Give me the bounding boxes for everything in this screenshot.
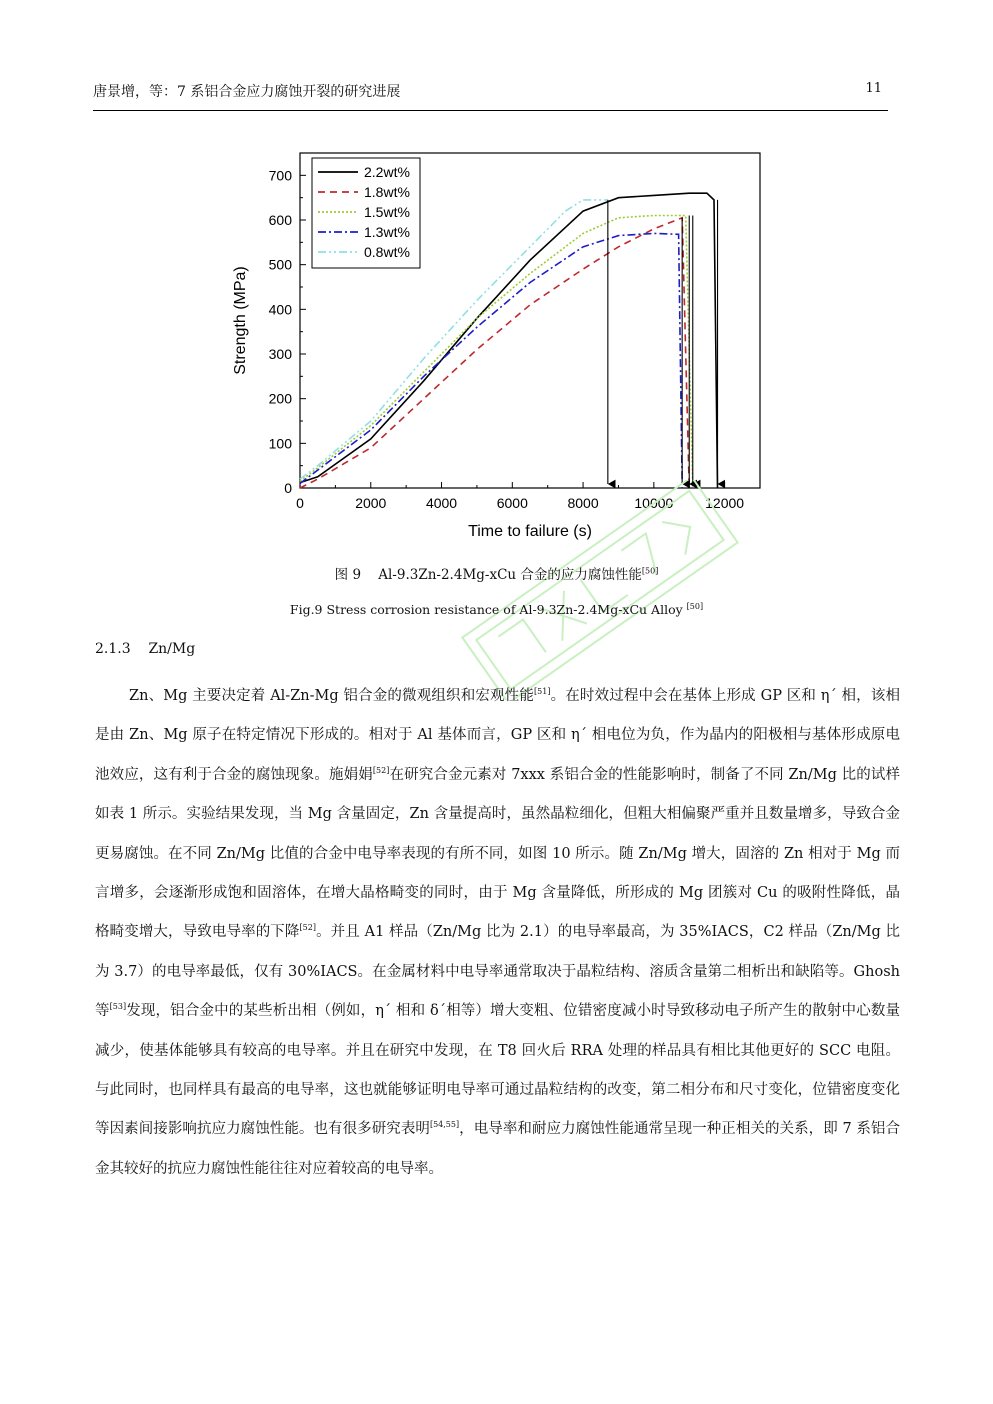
para-part: 。在时效过程中会在基体上形成 GP 区和 η´ 相，该相是由 Zn、Mg 原子在特定情况下形成的。相对于 Al 基体而言，GP 区和 η´ 相电位为负，作为晶内的阳极相与基体形成原电池效应，这有利于合金的腐蚀现象。施娟娟: [95, 688, 900, 783]
running-title: 唐景增，等：7 系铝合金应力腐蚀开裂的研究进展: [93, 84, 401, 100]
figure-caption-en: [0, 602, 993, 617]
body-paragraph: [95, 677, 900, 1189]
para-part: 在研究合金元素对 7xxx 系铝合金的性能影响时，制备了不同 Zn/Mg 比的试样如表 1 所示。实验结果发现，当 Mg 含量固定，Zn 含量提高时，虽然晶粒细化，但粗大相偏聚严重并且数量增多，导致合金更易腐蚀。在不同 Zn/Mg 比值的合金中电导率表现的有所不同，如图 10 所示。随 Zn/Mg 增大，固溶的 Zn 相对于 Mg 而言增多，会逐渐形成饱和固溶体，在增大晶格畸变的同时，由于 Mg 含量降低，所形成的 Mg 团簇对 Cu 的吸附性降低，晶格畸变增大，导致电导率的下降: [95, 766, 900, 941]
x-tick-label: 2000: [355, 495, 387, 511]
legend-label: 1.5wt%: [364, 204, 410, 220]
legend-label: 1.3wt%: [364, 224, 410, 240]
y-tick-label: 300: [268, 346, 292, 362]
para-part: 。并且 A1 样品（Zn/Mg 比为 2.1）的电导率最高，为 35%IACS，C2 样品（Zn/Mg 比为 3.7）的电导率最低，仅有 30%IACS。在金属材料中电导率通常取决于晶粒结构、溶质含量第二相析出和缺陷等。Ghosh 等: [95, 924, 900, 1020]
x-tick-label: 0: [296, 495, 304, 511]
caption-zh-prefix: 图 9: [334, 567, 362, 583]
page-header: [93, 78, 888, 111]
citation: [53]: [109, 1002, 127, 1012]
para-part: ，电导率和耐应力腐蚀性能通常呈现一种正相关的关系，即 7 系铝合金其较好的抗应力腐蚀性能往往对应着较高的电导率。: [95, 1121, 900, 1177]
y-tick-label: 200: [268, 390, 292, 407]
caption-en-ref: [50]: [686, 601, 704, 611]
series-line-1.3wt%: [300, 233, 682, 488]
x-tick-label: 4000: [425, 495, 458, 511]
citation: [52]: [372, 765, 390, 775]
citation: [52]: [299, 923, 316, 933]
caption-zh-text: Al-9.3Zn-2.4Mg-xCu 合金的应力腐蚀性能: [378, 567, 642, 583]
x-tick-label: 12000: [705, 495, 745, 511]
section-heading: [95, 641, 195, 657]
section-title: Zn/Mg: [148, 641, 196, 657]
y-tick-label: 100: [268, 435, 292, 452]
y-tick-label: 500: [268, 256, 292, 273]
legend-label: 1.8wt%: [364, 184, 410, 200]
legend-label: 0.8wt%: [364, 244, 410, 260]
y-tick-label: 400: [268, 301, 292, 318]
legend-label: 2.2wt%: [364, 164, 410, 180]
caption-en-text: Fig.9 Stress corrosion resistance of Al-9.3Zn-2.4Mg-xCu Alloy: [289, 602, 683, 617]
figure-caption-zh: [0, 563, 993, 583]
x-tick-label: 10000: [634, 495, 674, 511]
citation: [51]: [534, 687, 551, 697]
para-part: Zn、Mg 主要决定着 Al-Zn-Mg 铝合金的微观组织和宏观性能: [129, 688, 535, 704]
y-tick-label: 0: [284, 480, 292, 496]
section-number: 2.1.3: [95, 641, 131, 657]
y-tick-label: 700: [268, 167, 292, 184]
page-number: 11: [865, 81, 882, 96]
y-axis-label: Strength (MPa): [232, 266, 249, 375]
y-tick-label: 600: [268, 212, 292, 228]
x-tick-label: 6000: [496, 495, 528, 511]
x-tick-label: 8000: [567, 495, 599, 511]
caption-zh-ref: [50]: [641, 566, 659, 576]
stress-corrosion-chart: [225, 148, 785, 548]
x-axis-label: Time to failure (s): [468, 523, 592, 540]
para-part: 发现，铝合金中的某些析出相（例如，η´ 相和 δ´相等）增大变粗、位错密度减小时导致移动电子所产生的散射中心数量减少，使基体能够具有较高的电导率。并且在研究中发现，在 T8 回火后 RRA 处理的样品具有相比其他更好的 SCC 电阻。与此同时，也同样具有最高的电导率，这也就能够证明电导率可通过晶粒结构的改变，第二相分布和尺寸变化，位错密度变化等因素间接影响抗应力腐蚀性能。也有很多研究表明: [95, 1003, 900, 1138]
citation: [54,55]: [429, 1120, 460, 1130]
